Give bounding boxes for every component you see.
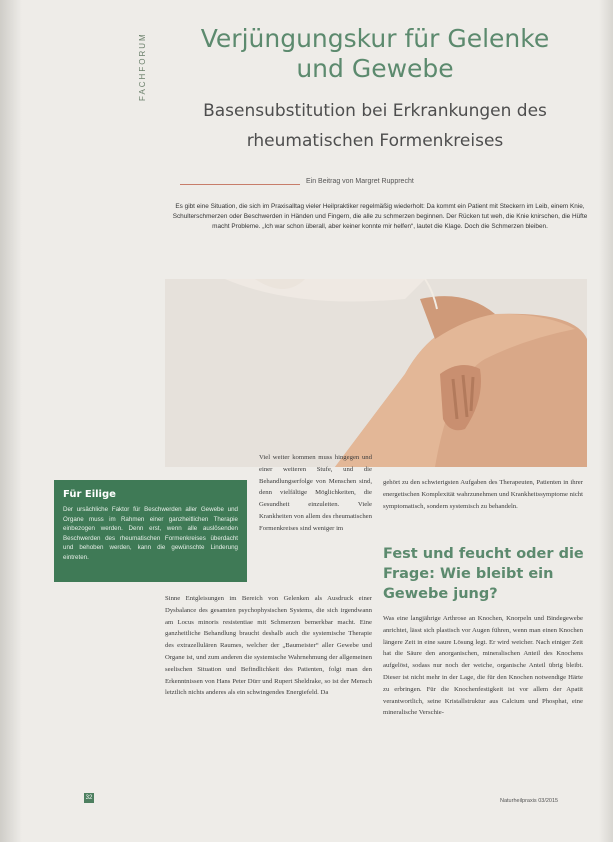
article-title	[170, 24, 580, 84]
section-label: FACHFORUM	[138, 32, 147, 102]
byline-row	[180, 178, 540, 190]
summary-box-text: Der ursächliche Faktor für Beschwerden aller Gewebe und Organe muss im Rahmen einer ganzheitlichen Therapie einbezogen werden. Denn erst, wenn alle auslösenden Beschwerden des rheumatischen Formenkreises überdacht und behoben werden, kann die gewünschte Linderung eintreten.	[63, 506, 238, 561]
body-column-right-top: gehört zu den schwierigsten Aufgaben des Therapeuten, Patienten in ihrer energetischen Komplexität wahrzunehmen und Krankheitssymptome nicht symptomatisch, sondern systemisch zu behandeln.	[383, 479, 583, 510]
byline-rule	[180, 184, 300, 185]
subtitle-line-2: rheumatischen Formenkreises	[246, 131, 504, 151]
summary-box-title: Für Eilige	[63, 489, 116, 500]
photo-illustration	[165, 279, 587, 467]
subtitle-line-1: Basensubstitution bei Erkrankungen des	[203, 101, 547, 121]
body-column-middle-top: Viel weiter kommen muss hingegen und einer weiteren Stufe, und die Behandlungserfolge von Menschen sind, denn vielfältige Möglichkeiten, die Gesundheit einzuleiten. Viele Krankheiten von allem des rheumatischen Formenkreises sind weniger im	[259, 454, 372, 532]
footer-source: Naturheilpraxis 03/2015	[500, 798, 559, 804]
byline: Ein Beitrag von Margret Rupprecht	[306, 178, 414, 185]
page-number: 32	[85, 795, 93, 801]
title-line-2: und Gewebe	[296, 54, 454, 83]
summary-box	[54, 480, 247, 582]
intro-paragraph: Es gibt eine Situation, die sich im Praxisalltag vieler Heilpraktiker regelmäßig wiederholt: Da kommt ein Patient mit Steckern im Leib, einem Knie, Schulterschmerzen oder Beschwerden in Händen und Fingern, die alle zu schmerzen beginnen. Der Rücken tut weh, die Knie knirschen, die Hüfte macht Probleme. „Ich war schon überall, aber keiner konnte mir helfen“, lautet die Klage. Doch die Schmerzen bleiben.	[172, 203, 588, 231]
body-column-right-bottom: Was eine langjährige Arthrose an Knochen, Knorpeln und Bindegewebe anrichtet, lässt sich plastisch vor Augen führen, wenn man einen Knochen längere Zeit in eine saure Lösung legt. Er wird weicher. Nach einiger Zeit hat die Säure den anorganischen, mineralischen Anteil des Knochens aufgelöst, sodass nur noch der weiche, organische Anteil übrig bleibt. Dieser ist nicht mehr in der Lage, die für den Knochen notwendige Härte zu erbringen. Für die Knochenfestigkeit ist vor allem der Apatit verantwortlich, seine Kristallstruktur aus Calcium und Phosphat, eine mineralische Verschie-	[383, 615, 583, 717]
section-heading: Fest und feucht oder die Frage: Wie bleibt ein Gewebe jung?	[383, 546, 584, 602]
article-subtitle	[165, 96, 585, 156]
body-column-middle-wide: Sinne Entgleisungen im Bereich von Gelenken als Ausdruck einer Dysbalance des gesamten psychophysischen Systems, die sich irgendwann am Locus minoris resistentiae mit Schmerzen bemerkbar macht. Eine ganzheitliche Behandlung braucht deshalb auch die systemische Therapie des extrazellulären Raumes, welcher der „Baumeister“ aller Gewebe und Organe ist, und zum anderen die systemische Wahrnehmung der allgemeinen seelischen Situation und Befindlichkeit des Patienten, folgt man den Erkenntnissen von Hans Peter Dürr und Rupert Sheldrake, so ist der Mensch letztlich nichts anderes als ein schwingendes Energiefeld. Da	[165, 595, 372, 697]
title-line-1: Verjüngungskur für Gelenke	[200, 24, 550, 53]
article-photo	[165, 279, 587, 467]
